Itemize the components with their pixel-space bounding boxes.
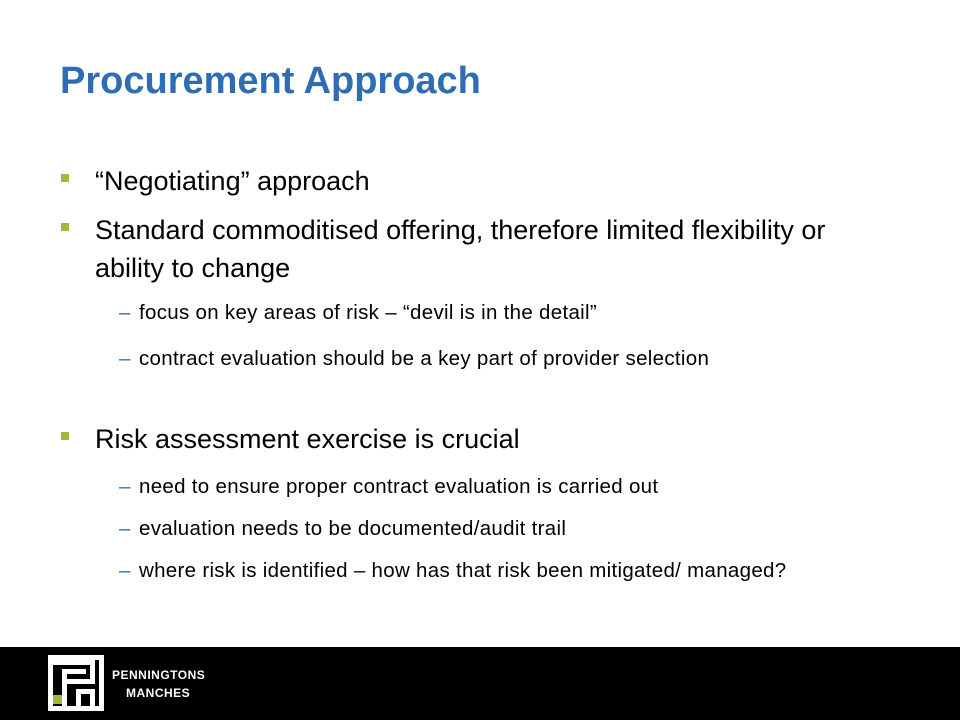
sub-bullet-text: contract evaluation should be a key part of provider selection — [139, 347, 710, 370]
dash-bullet-icon: – — [119, 517, 131, 540]
sub-bullet-item — [119, 470, 839, 503]
sub-bullet-item — [119, 554, 839, 587]
square-bullet-icon — [61, 223, 69, 231]
sub-bullet-text: need to ensure proper contract evaluation is carried out — [139, 475, 659, 498]
bullet-item — [95, 162, 865, 200]
square-bullet-icon — [61, 174, 69, 182]
dash-bullet-icon: – — [119, 559, 131, 582]
brand-name — [112, 666, 205, 702]
sub-bullet-text: where risk is identified – how has that risk been mitigated/ managed? — [139, 559, 787, 582]
sub-bullet-item — [119, 342, 839, 375]
dash-bullet-icon: – — [119, 347, 131, 370]
bullet-text: “Negotiating” approach — [95, 166, 370, 196]
bullet-item — [95, 420, 865, 458]
pm-logo-icon — [48, 655, 104, 711]
footer-bar — [0, 647, 960, 720]
dash-bullet-icon: – — [119, 301, 131, 324]
brand-line-2: MANCHES — [126, 686, 191, 700]
bullet-item — [95, 211, 865, 287]
bullet-text: Risk assessment exercise is crucial — [95, 424, 520, 454]
slide-title: Procurement Approach — [60, 60, 481, 102]
brand-line-1: PENNINGTONS — [112, 668, 206, 682]
bullet-text: Standard commoditised offering, therefore limited flexibility or ability to change — [95, 215, 826, 283]
square-bullet-icon — [61, 432, 69, 440]
sub-bullet-item — [119, 512, 839, 545]
sub-bullet-item — [119, 296, 839, 329]
sub-bullet-text: evaluation needs to be documented/audit trail — [139, 517, 567, 540]
dash-bullet-icon: – — [119, 475, 131, 498]
sub-bullet-text: focus on key areas of risk – “devil is in the detail” — [139, 301, 597, 324]
